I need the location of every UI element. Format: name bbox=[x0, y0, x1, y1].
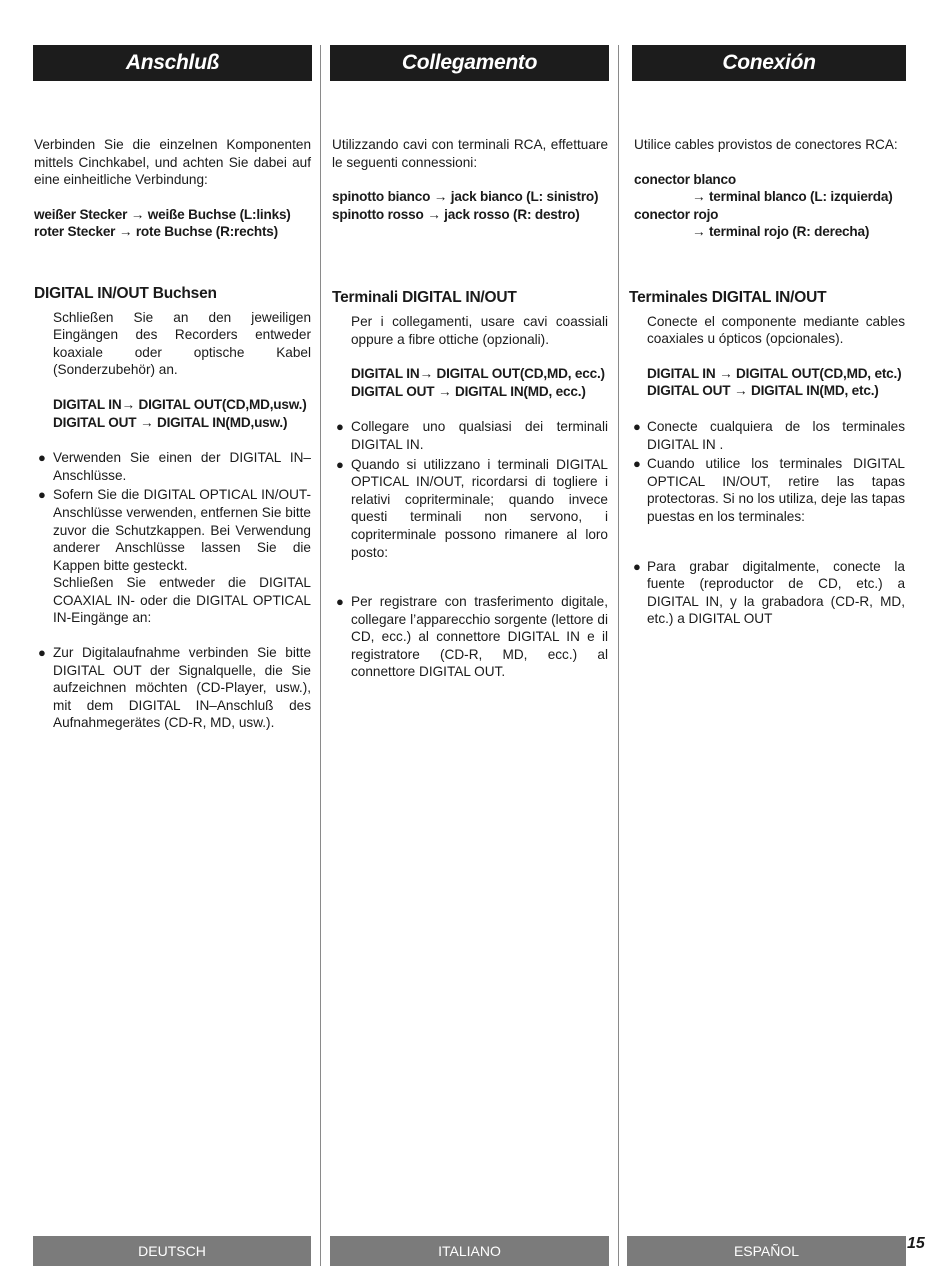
page-number: 15 bbox=[907, 1235, 925, 1252]
arrow-icon: → bbox=[692, 189, 706, 205]
arrow-icon: → bbox=[121, 396, 135, 412]
list-item: ● Verwenden Sie einen der DIGITAL IN–Anschlüsse. bbox=[38, 450, 311, 483]
connection-line: conector blanco bbox=[634, 171, 736, 187]
list-item: ● Para grabar digitalmente, conecte la fuente (reproductor de CD, etc.) a DIGITAL IN, y la grabadora (CD-R, MD, etc.) a DIGITAL OUT bbox=[633, 558, 905, 627]
bullet-icon: ● bbox=[633, 418, 641, 434]
footer-deutsch: DEUTSCH bbox=[33, 1236, 311, 1266]
bullet-icon: ● bbox=[336, 419, 344, 435]
column-espanol bbox=[629, 136, 905, 628]
intro-paragraph: Utilice cables provistos de conectores RCA: bbox=[634, 137, 898, 152]
footer-italiano: ITALIANO bbox=[330, 1236, 609, 1266]
column-deutsch bbox=[34, 136, 311, 732]
bullet-icon: ● bbox=[633, 456, 641, 472]
bullet-icon: ● bbox=[336, 456, 344, 472]
list-item: ● Cuando utilice los terminales DIGITAL OPTICAL IN/OUT, retire las tapas protectoras. Si no los utiliza, deje las tapas puestas en los terminales: bbox=[633, 456, 905, 524]
section-intro: Per i collegamenti, usare cavi coassiali oppure a fibre ottiche (opzionali). bbox=[351, 313, 608, 347]
list-item: ● Collegare uno qualsiasi dei terminali DIGITAL IN. bbox=[336, 419, 608, 452]
connection-line: spinotto bianco → jack bianco (L: sinistro) bbox=[332, 189, 599, 205]
arrow-icon: → bbox=[437, 383, 452, 399]
digital-line: DIGITAL IN → DIGITAL OUT(CD,MD, etc.) bbox=[647, 365, 902, 381]
arrow-icon: → bbox=[692, 224, 706, 240]
footer-espanol: ESPAÑOL bbox=[627, 1236, 906, 1266]
arrow-icon: → bbox=[433, 189, 448, 205]
header-deutsch: Anschluß bbox=[33, 45, 312, 81]
arrow-icon: → bbox=[733, 383, 748, 399]
connection-line: → terminal blanco (L: izquierda) bbox=[692, 189, 893, 205]
arrow-icon: → bbox=[419, 366, 433, 382]
arrow-icon: → bbox=[719, 365, 733, 381]
digital-line: DIGITAL OUT → DIGITAL IN(MD, ecc.) bbox=[351, 383, 586, 399]
connection-line: spinotto rosso → jack rosso (R: destro) bbox=[332, 206, 580, 222]
connection-line: conector rojo bbox=[634, 206, 719, 222]
bullet-icon: ● bbox=[38, 487, 46, 503]
section-title: Terminali DIGITAL IN/OUT bbox=[332, 289, 517, 307]
column-divider bbox=[320, 45, 321, 1266]
header-italiano: Collegamento bbox=[330, 45, 609, 81]
connection-line: weißer Stecker → weiße Buchse (L:links) bbox=[34, 206, 291, 222]
section-intro: Conecte el componente mediante cables coaxiales u ópticos (opcionales). bbox=[647, 313, 905, 347]
intro-paragraph: Verbinden Sie die einzelnen Komponenten mittels Cinchkabel, und achten Sie dabei auf eine einheitliche Verbindung: bbox=[34, 137, 311, 188]
list-item: ● Conecte cualquiera de los terminales DIGITAL IN . bbox=[633, 418, 905, 452]
bullet-icon: ● bbox=[38, 645, 46, 661]
digital-line: DIGITAL OUT → DIGITAL IN(MD,usw.) bbox=[53, 414, 288, 430]
bullet-icon: ● bbox=[38, 450, 46, 466]
arrow-icon: → bbox=[139, 414, 154, 430]
list-item: ● Sofern Sie die DIGITAL OPTICAL IN/OUT-Anschlüsse verwenden, entfernen Sie bitte zuvor die Schutzkappen. Bei Verwendung anderer Anschlüsse lassen Sie die Kappen bitte gesteckt. Schließen Sie entweder die DIGITAL COAXIAL IN- oder die DIGITAL OPTICAL IN-Eingänge an: bbox=[38, 487, 311, 626]
connection-line: roter Stecker → rote Buchse (R:rechts) bbox=[34, 224, 278, 240]
list-item: ● Zur Digitalaufnahme verbinden Sie bitte DIGITAL OUT der Signalquelle, die Sie aufzeichnen möchten (CD-Player, usw.), mit dem DIGITAL IN–Anschluß des Aufnahmegerätes (CD-R, MD, usw.). bbox=[38, 645, 311, 731]
digital-line: DIGITAL IN→ DIGITAL OUT(CD,MD,usw.) bbox=[53, 396, 307, 412]
section-title: DIGITAL IN/OUT Buchsen bbox=[34, 284, 217, 302]
section-title: Terminales DIGITAL IN/OUT bbox=[629, 288, 827, 306]
arrow-icon: → bbox=[118, 224, 133, 240]
bullet-icon: ● bbox=[633, 558, 641, 574]
digital-line: DIGITAL OUT → DIGITAL IN(MD, etc.) bbox=[647, 383, 879, 399]
bullet-icon: ● bbox=[336, 594, 344, 610]
list-item: ● Quando si utilizzano i terminali DIGITAL OPTICAL IN/OUT, ricordarsi di togliere i relativi copriterminale; quando invece questi terminali non servono, i copriterminale possono rimanere al loro posto: bbox=[336, 456, 608, 560]
section-intro: Schließen Sie an den jeweiligen Eingängen des Recorders entweder koaxiale oder optische Kabel (Sonderzubehör) an. bbox=[53, 309, 311, 378]
column-italiano bbox=[332, 136, 608, 681]
arrow-icon: → bbox=[130, 206, 145, 222]
column-divider bbox=[618, 45, 619, 1266]
intro-paragraph: Utilizzando cavi con terminali RCA, effettuare le seguenti connessioni: bbox=[332, 137, 608, 170]
connection-line: → terminal rojo (R: derecha) bbox=[692, 224, 870, 240]
header-espanol: Conexión bbox=[632, 45, 906, 81]
digital-line: DIGITAL IN→ DIGITAL OUT(CD,MD, ecc.) bbox=[351, 366, 605, 382]
arrow-icon: → bbox=[427, 206, 441, 222]
list-item: ● Per registrare con trasferimento digitale, collegare l’apparecchio sorgente (lettore di CD, ecc.) al connettore DIGITAL IN e il registratore (CD-R, MD, ecc.) al connettore DIGITAL OUT. bbox=[336, 594, 608, 680]
